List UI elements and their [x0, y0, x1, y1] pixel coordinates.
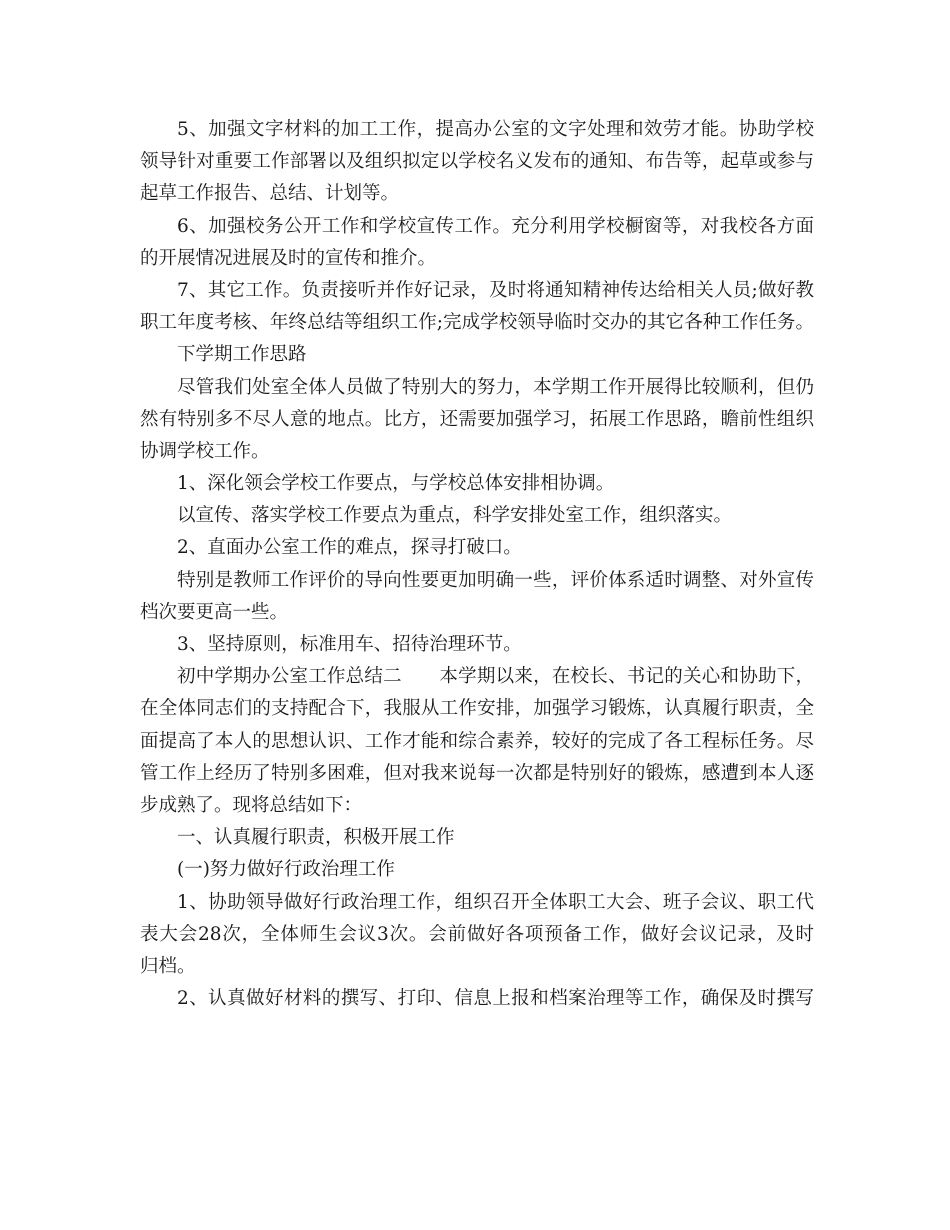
text-line: 特别是教师工作评价的导向性要更加明确一些，评价体系适时调整、对外宣传	[177, 569, 814, 591]
text-line: 管工作上经历了特别多困难，但对我来说每一次都是特别好的锻炼，感遭到本人逐	[140, 762, 814, 784]
text-line: 归档。	[140, 955, 196, 977]
text-line: 初中学期办公室工作总结二 本学期以来，在校长、书记的关心和协助下，	[177, 666, 814, 688]
text-line: 协调学校工作。	[140, 440, 270, 462]
text-line: 在全体同志们的支持配合下，我服从工作安排，加强学习锻炼，认真履行职责，全	[140, 698, 814, 720]
text-line: 步成熟了。现将总结如下：	[140, 794, 363, 816]
text-line: 以宣传、落实学校工作要点为重点，科学安排处室工作，组织落实。	[177, 505, 733, 527]
text-line: 2、直面办公室工作的难点，探寻打破口。	[177, 537, 522, 559]
text-line: 下学期工作思路	[177, 344, 307, 366]
text-line: 1、深化领会学校工作要点，与学校总体安排相协调。	[177, 473, 615, 495]
text-line: 起草工作报告、总结、计划等。	[140, 183, 400, 205]
text-line: 的开展情况进展及时的宣传和推介。	[140, 247, 437, 269]
text-line: 3、坚持原则，标准用车、招待治理环节。	[177, 634, 522, 655]
text-line: 然有特别多不尽人意的地点。比方，还需要加强学习，拓展工作思路，瞻前性组织	[140, 408, 814, 430]
text-line: 一、认真履行职责，积极开展工作	[177, 827, 455, 849]
document-body	[140, 114, 814, 1015]
text-line: 职工年度考核、年终总结等组织工作;完成学校领导临时交办的其它各种工作任务。	[140, 312, 814, 334]
text-line: 领导针对重要工作部署以及组织拟定以学校名义发布的通知、布告等，起草或参与	[140, 151, 814, 173]
text-line: 面提高了本人的思想认识、工作才能和综合素养，较好的完成了各工程标任务。尽	[140, 730, 814, 752]
text-line: 6、加强校务公开工作和学校宣传工作。充分利用学校橱窗等，对我校各方面	[177, 215, 814, 237]
text-line: 尽管我们处室全体人员做了特别大的努力，本学期工作开展得比较顺利，但仍	[177, 376, 814, 398]
text-line: 7、其它工作。负责接听并作好记录，及时将通知精神传达给相关人员;做好教	[177, 279, 814, 301]
text-line: 5、加强文字材料的加工工作，提高办公室的文字处理和效劳才能。协助学校	[177, 119, 814, 140]
text-line: 表大会28次，全体师生会议3次。会前做好各项预备工作，做好会议记录，及时	[140, 923, 814, 945]
text-line: 档次要更高一些。	[140, 601, 289, 623]
text-line: (一)努力做好行政治理工作	[177, 859, 395, 881]
text-line: 1、协助领导做好行政治理工作，组织召开全体职工大会、班子会议、职工代	[177, 891, 814, 913]
text-line: 2、认真做好材料的撰写、打印、信息上报和档案治理等工作，确保及时撰写	[177, 988, 814, 1010]
